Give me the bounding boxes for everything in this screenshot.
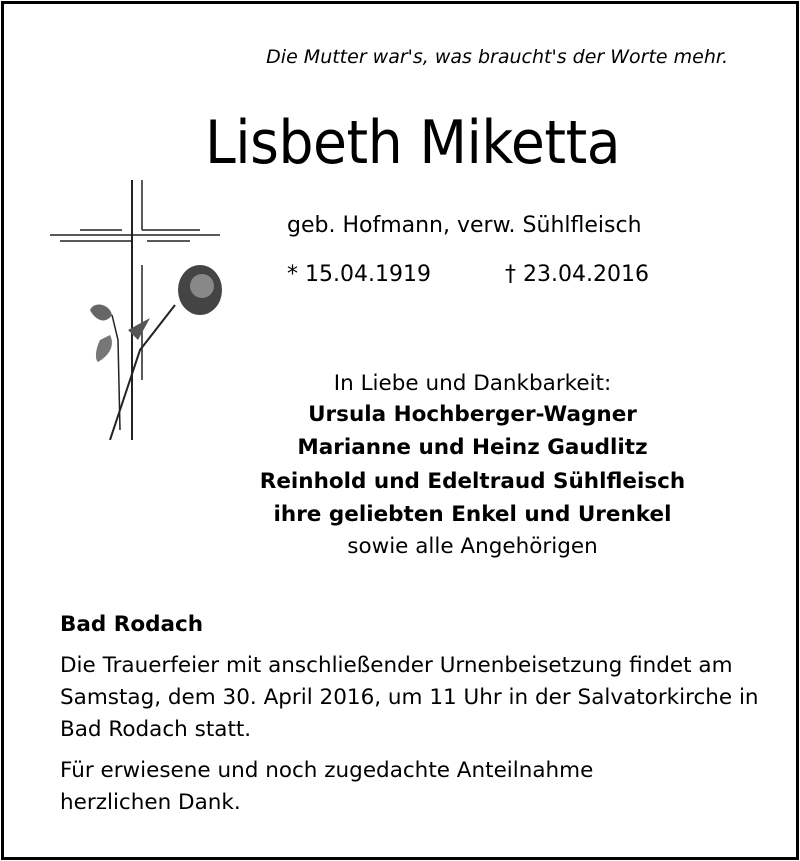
mourner-name: ihre geliebten Enkel und Urenkel: [273, 502, 672, 527]
maiden-name: geb. Hofmann, verw. Sühlfleisch: [287, 213, 642, 238]
service-details: Die Trauerfeier mit anschließender Urnenbeisetzung findet am Samstag, dem 30. April 2016, um 11 Uhr in der Salvatorkirche in Bad Rodach statt.: [60, 653, 759, 742]
cross-rose-icon: [40, 180, 240, 440]
death-date: † 23.04.2016: [505, 262, 649, 287]
mourners-closing: sowie alle Angehörigen: [347, 534, 598, 559]
mourner-name: Ursula Hochberger-Wagner: [308, 402, 637, 427]
mourner-name: Reinhold und Edeltraud Sühlfleisch: [259, 469, 686, 494]
birth-date: * 15.04.1919: [287, 262, 431, 287]
thanks-text: Für erwiesene und noch zugedachte Anteilnahme herzlichen Dank.: [60, 758, 594, 815]
quote: Die Mutter war's, was braucht's der Worte mehr.: [266, 46, 728, 68]
mourner-name: Marianne und Heinz Gaudlitz: [297, 435, 648, 460]
location-heading: Bad Rodach: [60, 612, 204, 637]
mourners-intro: In Liebe und Dankbarkeit:: [333, 371, 612, 396]
deceased-name: Lisbeth Miketta: [205, 108, 621, 178]
